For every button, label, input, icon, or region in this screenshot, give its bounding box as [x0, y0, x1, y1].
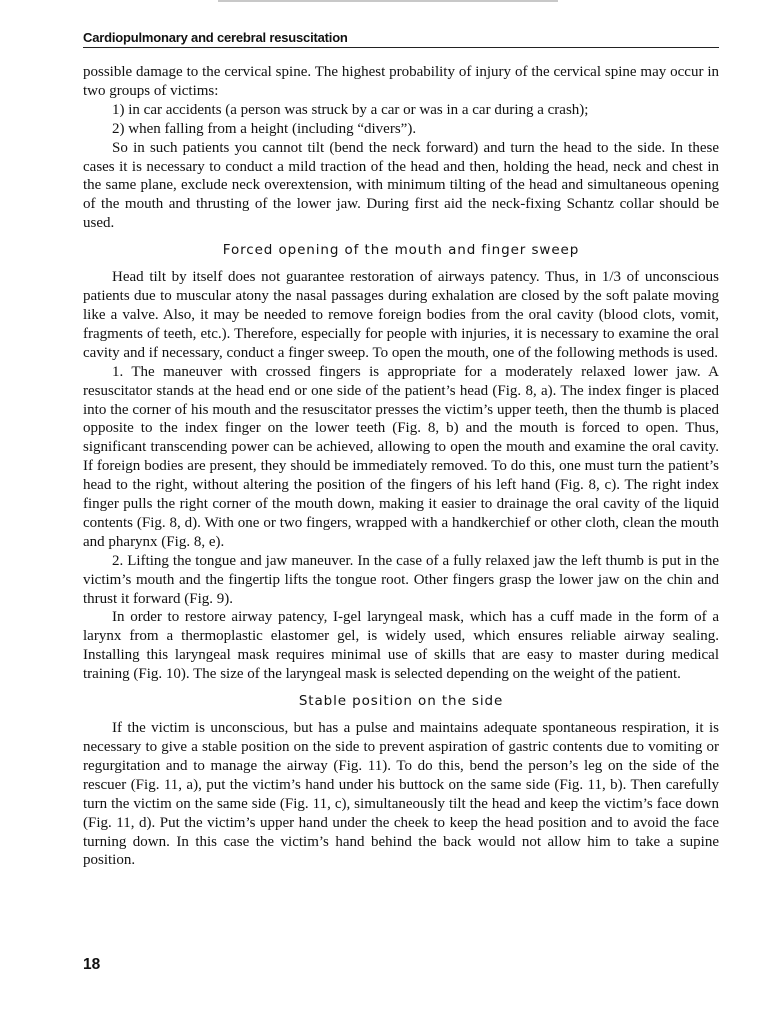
list-item: 2) when falling from a height (including “divers”).: [112, 120, 417, 137]
paragraph: If the victim is unconscious, but has a pulse and maintains adequate spontaneous respiration, it is necessary to give a stable position on the side to prevent aspiration of gastric contents due to vomiting or regurgitation and to manage the airway (Fig. 11). To do this, bend the person’s leg on the side of the rescuer (Fig. 11, a), put the victim’s hand under his buttock on the same side (Fig. 11, b). Then carefully turn the victim on the same side (Fig. 11, c), simultaneously tilt the head and keep the victim’s face down (Fig. 11, d). Put the victim’s upper hand under the cheek to keep the head position and to avoid the face turning down. In this case the victim’s hand behind the back would not allow him to take a supine position.: [83, 720, 719, 869]
page-body: [83, 63, 719, 870]
section-heading: Stable position on the side: [298, 693, 504, 710]
paragraph: 1. The maneuver with crossed fingers is appropriate for a moderately relaxed lower jaw. A resuscitator stands at the head end or one side of the patient’s head (Fig. 8, a). The index finger is placed into the corner of his mouth and the resuscitator presses the victim’s upper teeth, then the thumb is placed opposite to the index finger on the lower teeth (Fig. 8, b) and the mouth is forced to open. Thus, significant transcending power can be achieved, allowing to open the mouth and examine the oral cavity. If foreign bodies are present, they should be immediately removed. To do this, one must turn the patient’s head to the right, without altering the position of the fingers of his left hand (Fig. 8, c). The right index finger pulls the right corner of the mouth down, making it easier to drainage the oral cavity of the liquid contents (Fig. 8, d). With one or two fingers, wrapped with a handkerchief or other cloth, clean the mouth and pharynx (Fig. 8, e).: [83, 363, 719, 550]
page-number: 18: [83, 956, 101, 973]
running-header: Cardiopulmonary and cerebral resuscitation: [83, 30, 719, 48]
list-item: 1) in car accidents (a person was struck by a car or was in a car during a crash);: [112, 101, 589, 118]
top-edge-rule: [218, 0, 558, 2]
paragraph: So in such patients you cannot tilt (bend the neck forward) and turn the head to the side. In these cases it is necessary to conduct a mild traction of the head and then, holding the head, neck and chest in the same plane, exclude neck overextension, with minimum tilting of the head and simultaneous opening of the mouth and thrusting of the lower jaw. During first aid the neck-fixing Schantz collar should be used.: [83, 139, 719, 232]
paragraph: Head tilt by itself does not guarantee restoration of airways patency. Thus, in 1/3 of unconscious patients due to muscular atony the nasal passages during exhalation are closed by the soft palate moving like a valve. Also, it may be needed to remove foreign bodies from the oral cavity (blood clots, vomit, fragments of teeth, etc.). Therefore, especially for people with injuries, it is necessary to examine the oral cavity and if necessary, conduct a finger sweep. To open the mouth, one of the following methods is used.: [83, 269, 719, 361]
paragraph: 2. Lifting the tongue and jaw maneuver. In the case of a fully relaxed jaw the left thumb is put in the victim’s mouth and the fingertip lifts the tongue root. Other fingers grasp the lower jaw on the chin and thrust it forward (Fig. 9).: [83, 552, 719, 607]
section-heading: Forced opening of the mouth and finger sweep: [222, 242, 580, 259]
paragraph: In order to restore airway patency, I-gel laryngeal mask, which has a cuff made in the form of a larynx from a thermoplastic elastomer gel, is widely used, which ensures reliable airway sealing. Installing this laryngeal mask requires minimal use of skills that are easy to master during medical training (Fig. 10). The size of the laryngeal mask is selected depending on the weight of the patient.: [83, 609, 719, 683]
paragraph: possible damage to the cervical spine. The highest probability of injury of the cervical spine may occur in two groups of victims:: [83, 64, 719, 99]
